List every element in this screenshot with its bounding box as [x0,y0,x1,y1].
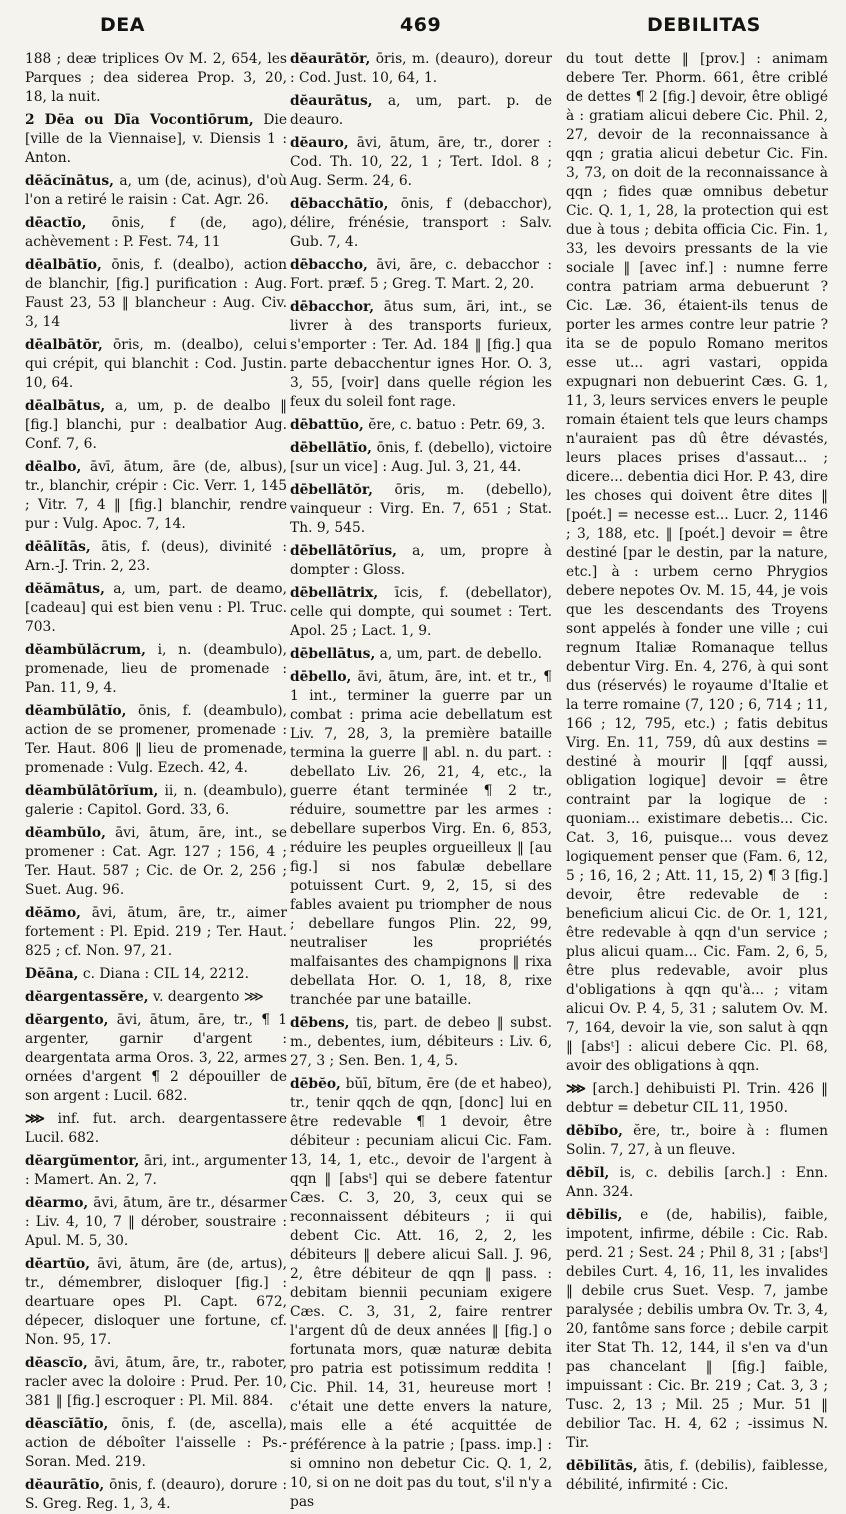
dictionary-entry [290,195,552,252]
dictionary-entry [25,641,287,698]
entry-headword: dēbellātŏr, [290,482,373,498]
entry-headword: dĕarmo, [25,1195,89,1211]
dictionary-entry [566,1457,828,1495]
entry-headword: dĕaurātĭo, [25,1477,105,1493]
entry-definition: ōris, m. (deauro), doreur : Cod. Just. 10, 64, 1. [290,51,553,86]
entry-headword: dēbellātus, [290,646,376,662]
dictionary-entry [25,1255,287,1350]
dictionary-entry [25,1152,287,1190]
entry-definition: inf. fut. arch. deargentassere Lucil. 682. [25,1111,287,1146]
dictionary-entry [25,1194,287,1251]
entry-definition: ōris, m. (dealbo), celui qui crépit, qui blanchit : Cod. Justin. 10, 64. [25,337,287,391]
dictionary-entry [25,965,287,984]
entry-definition: ĕre, c. batuo : Petr. 69, 3. [368,417,546,433]
header-right-word: DEBILITAS [647,14,761,36]
entry-headword: dĕargentassĕre, [25,989,149,1005]
entry-definition: āvi, ātum, āre tr., désarmer : Liv. 4, 10, 7 ‖ dérober, soustraire : Apul. M. 5, 30. [25,1195,287,1249]
dictionary-entry [566,1206,828,1453]
entry-headword: dēbellātĭo, [290,440,372,456]
entry-definition: a, um, part. p. de deauro. [290,93,552,128]
dictionary-entry [25,50,287,107]
entry-headword: dēbacchātĭo, [290,196,389,212]
entry-definition: ōnis, f. (deauro), dorure : S. Greg. Reg. 1, 3, 4. [25,1477,287,1512]
dictionary-entry [25,397,287,454]
dictionary-entry [25,214,287,252]
entry-headword: dēbellātrix, [290,585,379,601]
entry-headword: dĕargŭmentor, [25,1153,140,1169]
entry-definition: bŭī, bĭtum, ēre (de et habeo), tr., tenir qqch de qqn, [donc] lui en être redevable ¶ 1 devoir, être débiteur : pecuniam alicui Cic. Fam. 13, 14, 1, etc., devoir de l'argent à qqn ‖ [absᵗ] qui se debere fatentur Cæs. C. 3, 20, 3, ceux qui se reconnaissent débiteurs ; ii qui debent Cic. Att. 16, 2, 2, les débiteurs ‖ debere alicui Sall. J. 96, 2, être débiteur de qqn ‖ pass. : debitam biennii pecuniam exigere Cæs. C. 3, 31, 2, faire rentrer l'argent dû de deux années ‖ [fig.] o fortunata mors, quæ naturæ debita pro patria est potissimum reddita ! Cic. Phil. 14, 31, heureuse mort ! c'était une dette envers la nature, mais elle a été acquittée de préférence à la patrie ; [pass. imp.] : si omnino non debetur Cic. Q. 1, 2, 10, si on ne doit pas du tout, s'il n'y a pas [290,1076,552,1510]
entry-headword: dĕartŭo, [25,1256,91,1272]
entry-definition: [arch.] dehibuisti Pl. Trin. 426 ‖ debtur = debetur CIL 11, 1950. [566,1081,828,1116]
entry-definition: āvī, ātum, āre (de, albus), tr., blanchir, crépir : Cic. Verr. 1, 145 ; Vitr. 7, 4 ‖ [fig.] blanchir, rendre pur : Vulg. Apoc. 7, 14. [25,459,287,532]
entry-headword: ⋙ [25,1111,45,1127]
entry-definition: āvi, ātum, āre, tr., dorer : Cod. Th. 10, 22, 1 ; Tert. Idol. 8 ; Aug. Serm. 24, 6. [290,135,553,189]
entry-definition: ātis, f. (deus), divinité : Arn.-J. Trin. 2, 23. [25,539,287,574]
entry-definition: ōnis, f. (dealbo), action de blanchir, [fig.] purification : Aug. Faust 23, 53 ‖ blancheur : Aug. Civ. 3, 14 [25,257,287,330]
entry-definition: is, c. debilis [arch.] : Enn. Ann. 324. [566,1165,829,1200]
entry-headword: dēbello, [290,669,352,685]
entry-headword: dēbĭbo, [566,1123,623,1139]
dictionary-entry [25,111,287,168]
page-header [0,0,846,40]
dictionary-entry [566,1080,828,1118]
entry-headword: dēālĭtās, [25,539,91,555]
dictionary-entry [25,782,287,820]
entry-definition: e (de, habilis), faible, impotent, infirme, débile : Cic. Rab. perd. 21 ; Sest. 24 ; Phil 8, 31 ; [absᵗ] debiles Curt. 4, 16, 11, les invalides ‖ debile crus Suet. Vesp. 7, jambe paralysée ; debilis umbra Ov. Tr. 3, 4, 20, fantôme sans force ; debile carpit iter Stat Th. 12, 144, il s'en va d'un pas chancelant ‖ [fig.] faible, impuissant : Cic. Br. 219 ; Cat. 3, 3 ; Tusc. 2, 13 ; Mil. 25 ; Mur. 51 ‖ debilior Tac. H. 4, 62 ; -issimus N. Tir. [566,1207,828,1451]
entry-headword: dēalbātus, [25,398,106,414]
dictionary-entry [25,580,287,637]
dictionary-entry [25,904,287,961]
column-1 [25,50,288,1512]
entry-definition: Die [ville de la Viennaise], v. Diensis 1 : Anton. [25,112,288,166]
entry-definition: 188 ; deæ triplices Ov M. 2, 654, les Parques ; dea siderea Prop. 3, 20, 18, la nuit. [25,51,287,105]
entry-headword: dĕambŭlātōrĭum, [25,783,159,799]
entry-headword: dĕămātus, [25,581,105,597]
entry-definition: ātus sum, āri, int., se livrer à des transports furieux, s'emporter : Ter. Ad. 184 ‖ [fig.] qua parte debacchentur ignes Hor. O. 3, 3, 55, [voir] dans quelle région les feux du soleil font rage. [290,299,552,410]
entry-headword: dēbattŭo, [290,417,364,433]
entry-definition: āri, int., argumenter : Mamert. An. 2, 7. [25,1153,288,1188]
dictionary-entry [25,1011,287,1106]
page-number: 469 [400,14,442,36]
dictionary-entry [290,256,552,294]
entry-definition: āvi, ātum, āre, tr., raboter, racler avec la doloire : Prud. Per. 10, 381 ‖ [fig.] escroquer : Pl. Mil. 884. [25,1355,288,1409]
dictionary-entry [25,172,287,210]
entry-headword: dēalbo, [25,459,82,475]
dictionary-entry [290,439,552,477]
entry-headword: Dĕāna, [25,966,79,982]
entry-headword: dĕămo, [25,905,81,921]
dictionary-entry [25,1354,287,1411]
entry-definition: ātis, f. (debilis), faiblesse, débilité, infirmité : Cic. [566,1458,828,1493]
dictionary-entry [290,481,552,538]
dictionary-entry [290,92,552,130]
entry-headword: dēbellātōrĭus, [290,543,397,559]
entry-definition: ōnis, f. (debello), victoire [sur un vice] : Aug. Jul. 3, 21, 44. [290,440,552,475]
dictionary-entry [25,458,287,534]
entry-headword: dēactĭo, [25,215,87,231]
entry-definition: ōnis, f. (deambulo), action de se promener, promenade : Ter. Haut. 806 ‖ lieu de promenade, promenade : Vulg. Ezech. 42, 4. [25,703,287,776]
dictionary-entry [290,1014,552,1071]
dictionary-entry [290,1075,552,1512]
entry-definition: c. Diana : CIL 14, 2212. [82,966,249,982]
entry-headword: dĕascĭātĭo, [25,1416,109,1432]
entry-headword: dēbaccho, [290,257,368,273]
entry-definition: āvi, ātum, āre, int., se promener : Cat. Agr. 127 ; 156, 4 ; Ter. Haut. 587 ; Cic. de Or. 2, 256 ; Suet. Aug. 96. [25,825,287,898]
entry-definition: v. deargento ⋙ [152,989,264,1005]
entry-definition: ii, n. (deambulo), galerie : Capitol. Gord. 33, 6. [25,783,287,818]
entry-headword: ⋙ [566,1081,586,1097]
entry-headword: dēbĭlĭtās, [566,1458,638,1474]
dictionary-entry [290,584,552,641]
entry-definition: a, um, p. de dealbo ‖ [fig.] blanchi, pur : dealbatior Aug. Conf. 7, 6. [25,398,288,452]
entry-definition: īcis, f. (debellator), celle qui dompte, qui soumet : Tert. Apol. 25 ; Lact. 1, 9. [290,585,552,639]
dictionary-entry [566,1164,828,1202]
dictionary-entry [25,336,287,393]
entry-headword: dēbĭlis, [566,1207,623,1223]
dictionary-entry [25,988,287,1007]
entry-definition: ōris, m. (debello), vainqueur : Virg. En. 7, 651 ; Stat. Th. 9, 545. [290,482,553,536]
column-2 [290,50,553,1510]
entry-definition: a, um, propre à dompter : Gloss. [290,543,552,578]
dictionary-entry [290,542,552,580]
entry-definition: āvi, ātum, āre, tr., aimer fortement : Pl. Epid. 219 ; Ter. Haut. 825 ; cf. Non. 97, 21. [25,905,287,959]
dictionary-entry [290,134,552,191]
entry-headword: dēăcĭnātus, [25,173,114,189]
dictionary-entry [25,824,287,900]
dictionary-entry [290,416,552,435]
dictionary-entry [25,1415,287,1472]
entry-definition: āvi, ātum, āre, int. et tr., ¶ 1 int., terminer la guerre par un combat : prima acie debellatum est Liv. 7, 28, 3, la première bataille termina la guerre ‖ abl. n. du part. : debellato Liv. 26, 21, 4, etc., la guerre étant terminée ¶ 2 tr., réduire, soumettre par les armes : debellare superbos Virg. En. 6, 853, réduire les peuples orgueilleux ‖ [au fig.] si nos fabulæ debellare potuissent Curt. 9, 2, 15, si des fables avaient pu triompher de nous ; debellare fungos Plin. 22, 99, neutraliser les propriétés malfaisantes des champignons ‖ rixa debellata Hor. O. 1, 18, 8, rixe tranchée par une bataille. [290,669,552,1008]
entry-headword: dĕambŭlo, [25,825,106,841]
entry-headword: dēbĕo, [290,1076,341,1092]
dictionary-entry [290,50,552,88]
entry-headword: 2 Dēa ou Dīa Vocontiōrum, [25,112,254,128]
header-left-word: DEA [100,14,145,36]
entry-headword: dĕaurātŏr, [290,51,371,67]
dictionary-entry [566,50,828,1076]
entry-definition: a, um, part. de deamo, [cadeau] qui est bien venu : Pl. Truc. 703. [25,581,287,635]
dictionary-entry [290,668,552,1010]
entry-headword: dēalbātĭo, [25,257,102,273]
dictionary-entry [290,298,552,412]
entry-definition: a, um, part. de debello. [379,646,542,662]
dictionary-entry [25,1476,287,1514]
entry-headword: dĕauro, [290,135,349,151]
entry-definition: du tout dette ‖ [prov.] : animam debere Ter. Phorm. 661, être criblé de dettes ¶ 2 [fig.] devoir, être obligé à : gratiam alicui debere Cic. Phil. 2, 27, devoir de la reconnaissance à qqn ; gratia alicui debetur Cic. Fin. 3, 73, on doit de la reconnaissance à qqn ; fides quæ omnibus debetur Cic. Q. 1, 1, 28, la protection qui est due à tous ; debita officia Cic. Fin. 1, 33, les devoirs pressants de la vie sociale ‖ [avec inf.] : numne ferre contra patriam arma debuerunt ? Cic. Læ. 36, étaient-ils tenus de porter les armes contre leur patrie ? ita se de populo Romano meritos esse ut... agri vastari, oppida expugnari non debuerint Cæs. G. 1, 11, 3, leurs services envers le peuple romain étaient tels que leurs champs n'auraient pas dû être dévastés, leurs places prises d'assaut... ; dicere... debentia dici Hor. P. 43, dire les choses qui doivent être dites ‖ [poét.] = necesse est... Lucr. 2, 1146 ; 3, 188, etc. ‖ [poét.] devoir = être destiné [par le destin, par la nature, etc.] à : urbem cerno Phrygios debere nepotes Ov. M. 15, 44, je vois que les descendants des Troyens sont appelés à fonder une ville ; cui regnum Italiæ Romanaque tellus debentur Virg. En. 4, 276, à qui sont dus (réservés) le royaume d'Italie et la terre romaine (7, 120 ; 6, 714 ; 11, 166 ; 12, 795, etc.) ; fatis debitus Virg. En. 11, 759, dû aux destins = destiné à mourir ‖ [qqf aussi, obligation logique] devoir = être contraint par la logique de : quoniam... existimare debetis... Cic. Cat. 3, 16, puisque... vous devez logiquement penser que (Fam. 6, 12, 5 ; 16, 16, 2 ; Att. 11, 15, 2) ¶ 3 [fig.] devoir, être redevable de : beneficium alicui Cic. de Or. 1, 121, être redevable à qqn d'un service ; plus alicui quam... Cic. Fam. 2, 6, 5, être plus redevable, avoir plus d'obligations à qqn qu'à... ; vitam alicui Ov. P. 4, 5, 31 ; salutem Ov. M. 7, 164, devoir la vie, son salut à qqn ‖ [absᵗ] : alicui debere Cic. Pl. 68, avoir des obligations à qqn. [566,51,828,1074]
entry-headword: dĕambŭlātĭo, [25,703,127,719]
dictionary-entry [25,256,287,332]
entry-definition: i, n. (deambulo), promenade, lieu de promenade : Pan. 11, 9, 4. [25,642,287,696]
entry-headword: dēbacchor, [290,299,375,315]
entry-definition: ōnis, f (debacchor), délire, frénésie, transport : Salv. Gub. 7, 4. [290,196,552,250]
entry-headword: dēbĭl, [566,1165,610,1181]
dictionary-entry [290,645,552,664]
entry-headword: dēalbātŏr, [25,337,103,353]
entry-definition: āvi, āre, c. debacchor : Fort. præf. 5 ; Greg. T. Mart. 2, 20. [290,257,553,292]
entry-definition: ĕre, tr., boire à : flumen Solin. 7, 27, à un fleuve. [566,1123,828,1158]
dictionary-entry [566,1122,828,1160]
entry-headword: dĕambŭlăcrum, [25,642,146,658]
entry-definition: ōnis, f (de, ago), achèvement : P. Fest. 74, 11 [25,215,288,250]
entry-definition: āvi, ātum, āre (de, artus), tr., démembrer, disloquer [fig.] : deartuare opes Pl. Capt. 672, dépecer, disloquer une fortune, cf. Non. 95, 17. [25,1256,287,1348]
entry-definition: āvi, ātum, āre, tr., ¶ 1 argenter, garnir d'argent : deargentata arma Oros. 3, 22, armes ornées d'argent ¶ 2 dépouiller de son argent : Lucil. 682. [25,1012,287,1104]
entry-definition: a, um (de, acinus), d'où l'on a retiré le raisin : Cat. Agr. 26. [25,173,287,208]
entry-definition: tis, part. de debeo ‖ subst. m., debentes, ium, débiteurs : Liv. 6, 27, 3 ; Sen. Ben. 1, 4, 5. [290,1015,552,1069]
column-3 [566,50,829,1493]
entry-definition: ōnis, f. (de, ascella), action de déboîter l'aisselle : Ps.-Soran. Med. 219. [25,1416,287,1470]
entry-headword: dĕaurātus, [290,93,373,109]
dictionary-entry [25,702,287,778]
dictionary-entry [25,538,287,576]
entry-headword: dĕascĭo, [25,1355,88,1371]
entry-headword: dēbens, [290,1015,350,1031]
entry-headword: dĕargento, [25,1012,109,1028]
dictionary-entry [25,1110,287,1148]
